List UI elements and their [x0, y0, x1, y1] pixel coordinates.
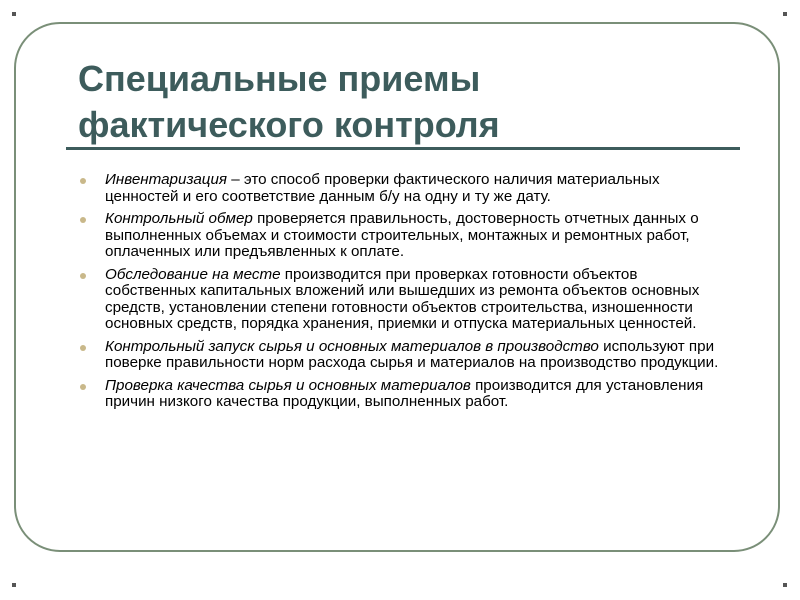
- bullet-list: [80, 172, 730, 417]
- bullet-item-control-measurement: [80, 211, 730, 261]
- title-underline: [66, 147, 740, 150]
- bullet-dot-icon: [80, 384, 86, 390]
- bullet-text: – это способ проверки фактического наличия материальных ценностей и его соответствие данным б/у на одну и ту же дату.: [105, 171, 660, 205]
- bullet-item-control-launch: [80, 339, 730, 372]
- bullet-text: проверяется правильность, достоверность отчетных данных о выполненных объемах и стоимости строительных, монтажных и ремонтных работ, оплаченных или предъявленных к оплате.: [105, 210, 699, 260]
- bullet-item-quality-check: [80, 378, 730, 411]
- slide-title: [78, 56, 500, 148]
- bullet-term: Контрольный запуск сырья и основных материалов в производство: [105, 337, 599, 355]
- bullet-text: производится для установления причин низкого качества продукции, выполненных работ.: [105, 376, 704, 410]
- corner-dot-top-left: [12, 12, 16, 16]
- bullet-dot-icon: [80, 217, 86, 223]
- corner-dot-bottom-left: [12, 583, 16, 587]
- bullet-text: используют при поверке правильности норм расхода сырья и материалов на производство продукции.: [105, 337, 719, 371]
- slide-title-line-1: Специальные приемы: [78, 58, 481, 99]
- bullet-term: Обследование на месте: [105, 265, 281, 283]
- bullet-item-on-site-inspection: [80, 267, 730, 333]
- slide-title-line-2: фактического контроля: [78, 104, 500, 145]
- bullet-term: Контрольный обмер: [105, 210, 253, 227]
- corner-dot-bottom-right: [783, 583, 787, 587]
- bullet-dot-icon: [80, 273, 86, 279]
- bullet-text: производится при проверках готовности объектов собственных капитальных вложений или вышедших из ремонта объектов основных средств, установлении степени готовности объектов строительства, изношенности основных средств, порядка хранения, приемки и отпуска материальных ценностей.: [105, 265, 700, 332]
- corner-dot-top-right: [783, 12, 787, 16]
- bullet-dot-icon: [80, 178, 86, 184]
- bullet-dot-icon: [80, 345, 86, 351]
- bullet-term: Проверка качества сырья и основных материалов: [105, 376, 471, 394]
- bullet-item-inventory: [80, 172, 730, 205]
- bullet-term: Инвентаризация: [105, 171, 228, 188]
